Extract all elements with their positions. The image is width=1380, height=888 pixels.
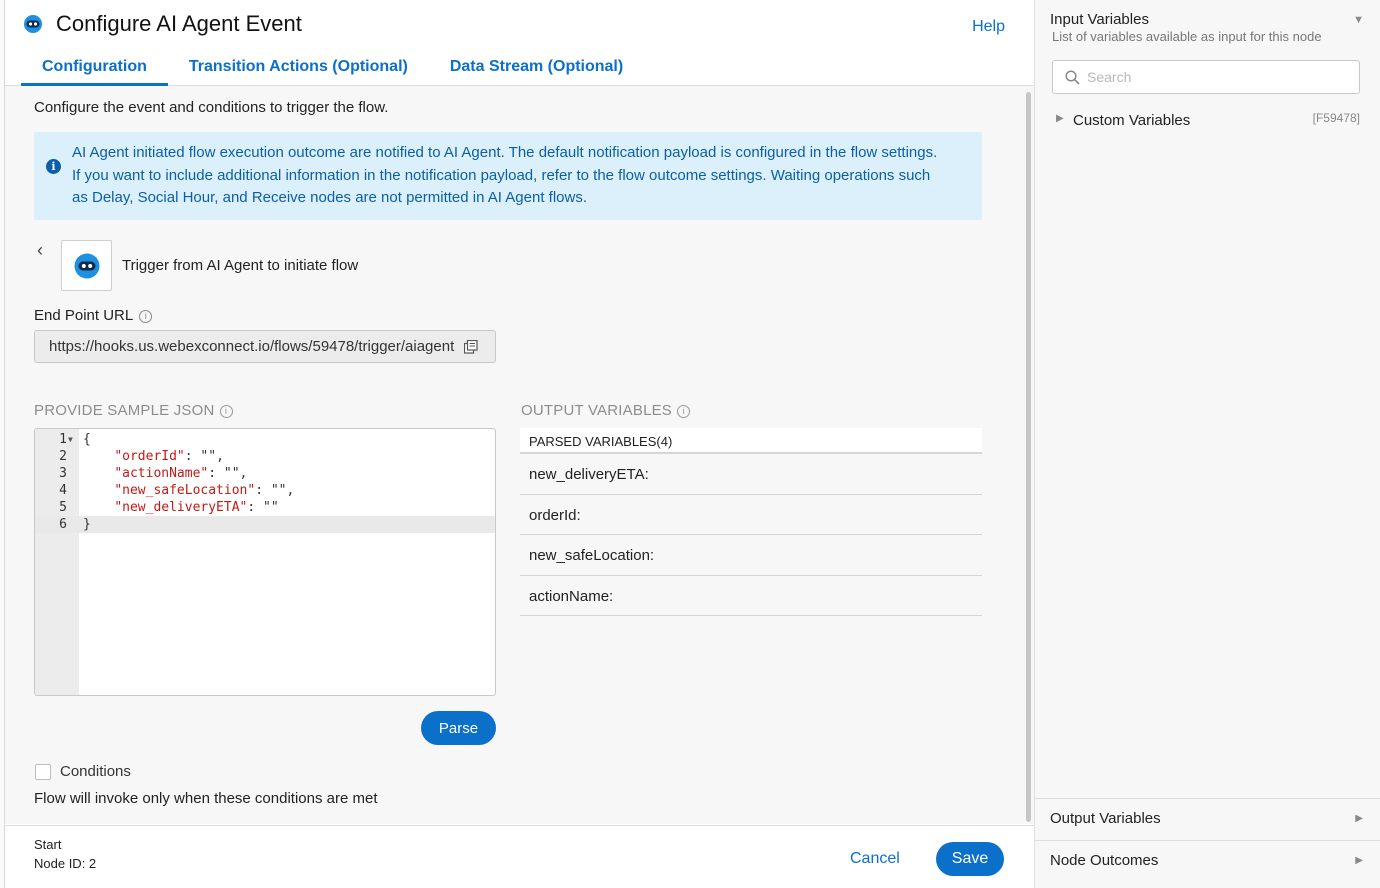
parsed-variable-row: actionName: <box>520 576 982 617</box>
node-outcomes-section[interactable] <box>1035 840 1380 882</box>
save-button[interactable]: Save <box>936 842 1004 876</box>
info-text: AI Agent initiated flow execution outcome are notified to AI Agent. The default notification payload is configured in the flow settings. If you want to include additional information in the notification payload, refer to the flow outcome settings. Waiting operations such as Delay, Social Hour, and Receive nodes are not permitted in AI Agent flows. <box>72 144 938 206</box>
json-value: : "", <box>255 483 295 498</box>
code-text <box>83 499 279 516</box>
conditions-description: Flow will invoke only when these conditions are met <box>34 790 378 807</box>
tab-transition-actions[interactable]: Transition Actions (Optional) <box>188 58 408 75</box>
conditions-checkbox[interactable] <box>35 764 51 780</box>
info-icon[interactable]: i <box>139 310 152 323</box>
search-icon <box>1065 70 1080 85</box>
line-number: 5 <box>59 500 67 515</box>
output-variables-section-label: Output Variables <box>1050 810 1161 827</box>
search-box <box>1052 60 1360 94</box>
custom-variables-item[interactable]: Custom Variables <box>1073 112 1191 129</box>
sample-json-label <box>34 402 233 419</box>
endpoint-label <box>34 307 152 324</box>
output-variables-label-text: OUTPUT VARIABLES <box>521 402 673 419</box>
node-outcomes-section-label: Node Outcomes <box>1050 852 1159 869</box>
info-icon[interactable]: i <box>220 405 233 418</box>
code-line <box>35 482 495 499</box>
info-icon: i <box>46 159 61 174</box>
info-icon[interactable]: i <box>677 405 690 418</box>
code-line <box>35 499 495 516</box>
expand-caret-icon[interactable]: ▶ <box>1355 813 1363 824</box>
output-variables-label <box>521 402 690 419</box>
ai-agent-icon <box>74 253 100 279</box>
line-number: 4 <box>59 483 67 498</box>
code-text <box>83 465 247 482</box>
trigger-card <box>61 240 112 291</box>
expand-caret-icon[interactable]: ▶ <box>1355 855 1363 866</box>
code-line <box>35 448 495 465</box>
input-variables-sidebar <box>1034 0 1380 888</box>
cancel-button[interactable]: Cancel <box>850 850 900 867</box>
line-number: 6 <box>59 517 67 532</box>
endpoint-label-text: End Point URL <box>34 307 134 324</box>
scrollbar[interactable] <box>1026 92 1031 822</box>
code-text: } <box>83 517 91 532</box>
copy-icon[interactable] <box>464 340 478 354</box>
parsed-variables-panel <box>520 428 982 616</box>
line-number: 3 <box>59 466 67 481</box>
parse-button[interactable]: Parse <box>421 711 496 745</box>
page-title: Configure AI Agent Event <box>56 11 302 36</box>
help-link[interactable]: Help <box>972 18 1005 35</box>
json-key: "orderId" <box>114 449 185 464</box>
json-value: : "", <box>184 449 224 464</box>
json-editor[interactable] <box>34 428 496 696</box>
sample-json-label-text: PROVIDE SAMPLE JSON <box>34 402 215 419</box>
line-number: 1 <box>59 432 67 447</box>
output-variables-section[interactable] <box>1035 798 1380 840</box>
footer <box>5 825 1035 888</box>
back-chevron-icon[interactable]: ‹ <box>37 240 43 260</box>
collapse-caret-icon[interactable]: ▼ <box>1353 14 1364 26</box>
json-key: "new_deliveryETA" <box>114 500 248 515</box>
ai-agent-icon <box>23 14 43 34</box>
json-value: : "" <box>247 500 279 515</box>
expand-caret-icon[interactable]: ▶ <box>1056 113 1064 124</box>
parsed-variable-row: new_safeLocation: <box>520 535 982 576</box>
code-text <box>83 448 224 465</box>
header <box>5 0 1035 86</box>
tab-configuration[interactable]: Configuration <box>21 52 168 86</box>
custom-variables-code: [F59478] <box>1312 111 1360 125</box>
sidebar-title: Input Variables <box>1050 11 1149 28</box>
code-line <box>35 516 495 533</box>
sidebar-subtitle: List of variables available as input for this node <box>1052 29 1322 44</box>
parsed-variable-row: orderId: <box>520 495 982 536</box>
intro-text: Configure the event and conditions to trigger the flow. <box>34 99 389 116</box>
json-key: "actionName" <box>114 466 209 481</box>
info-banner <box>34 132 982 220</box>
parsed-variable-row: new_deliveryETA: <box>520 454 982 495</box>
code-text <box>83 482 294 499</box>
code-line <box>35 431 495 448</box>
configuration-content <box>5 86 1035 824</box>
search-input[interactable] <box>1087 67 1347 87</box>
json-key: "new_safeLocation" <box>114 483 256 498</box>
main-panel <box>4 0 1034 888</box>
trigger-label: Trigger from AI Agent to initiate flow <box>122 257 359 274</box>
node-id-label: Node ID: 2 <box>34 856 97 871</box>
parsed-variables-header: PARSED VARIABLES(4) <box>520 428 982 454</box>
tab-data-stream[interactable]: Data Stream (Optional) <box>449 58 624 75</box>
conditions-label: Conditions <box>60 763 131 780</box>
code-line <box>35 465 495 482</box>
code-text: { <box>83 432 91 447</box>
endpoint-url-field[interactable]: https://hooks.us.webexconnect.io/flows/59478/trigger/aiagent <box>34 330 496 363</box>
node-type-label: Start <box>34 837 62 852</box>
tab-bar <box>21 52 644 86</box>
line-number: 2 <box>59 449 67 464</box>
json-value: : "", <box>208 466 248 481</box>
fold-arrow-icon[interactable]: ▼ <box>68 435 73 444</box>
